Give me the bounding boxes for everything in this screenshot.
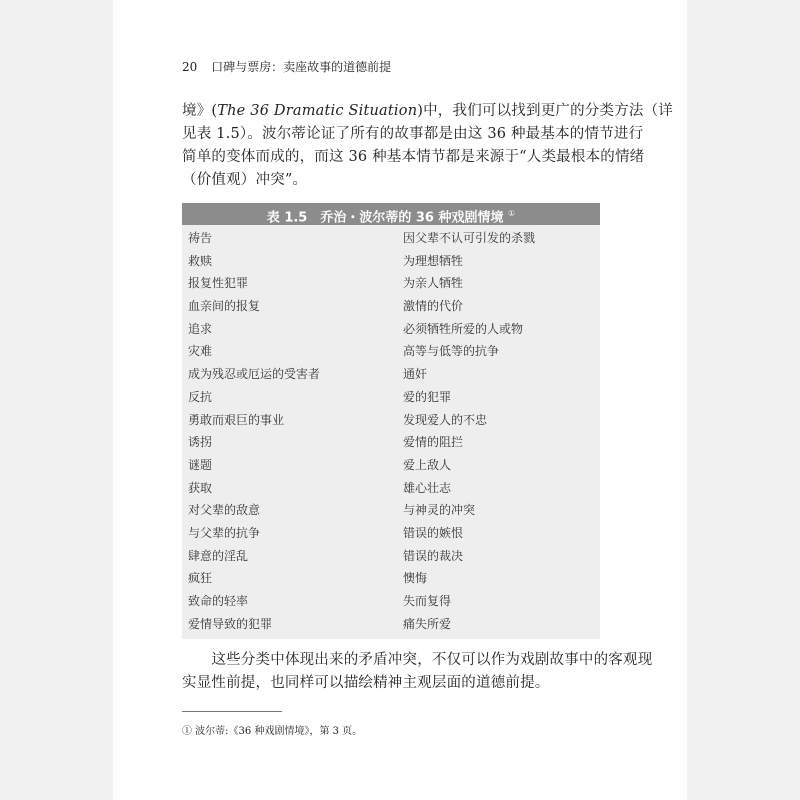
- table-row: [182, 590, 600, 613]
- table-cell: 失而复得: [403, 594, 452, 608]
- table-cell: 勇敢而艰巨的事业: [188, 412, 285, 427]
- chapter-title: 口碑与票房：卖座故事的道德前提: [211, 60, 392, 74]
- table-cell: 报复性犯罪: [188, 276, 249, 291]
- table-cell: 爱上敌人: [403, 457, 452, 472]
- table-row: [182, 340, 600, 363]
- table-cell: 错误的嫉恨: [403, 525, 464, 540]
- table-row: [182, 363, 600, 386]
- dramatic-situations-table: [182, 203, 600, 639]
- table-row: [182, 250, 600, 273]
- table-cell: 救赎: [188, 253, 213, 268]
- table-cell: 致命的轻率: [188, 594, 249, 608]
- footnote-mark: ①: [508, 209, 516, 218]
- caption-text: 表 1.5 乔治・波尔蒂的 36 种戏剧情境: [266, 210, 504, 226]
- paragraph-line: [182, 100, 673, 123]
- table-cell: 发现爱人的不忠: [403, 412, 488, 427]
- table-cell: 激情的代价: [403, 299, 464, 314]
- table-row: [182, 409, 600, 432]
- table-cell: 诱拐: [188, 435, 213, 450]
- table-body: [182, 225, 600, 639]
- table-cell: 痛失所爱: [403, 616, 452, 631]
- table-cell: 祷告: [188, 231, 213, 245]
- table-row: [182, 295, 600, 318]
- table-cell: 与父辈的抗争: [188, 525, 261, 540]
- table-cell: 为理想牺牲: [403, 253, 464, 268]
- table-cell: 灾难: [188, 344, 213, 359]
- body-paragraph-1: [182, 100, 673, 192]
- table-cell: 疯狂: [188, 571, 213, 586]
- table-row: [182, 318, 600, 341]
- table-cell: 爱的犯罪: [403, 389, 452, 404]
- text-span: )中，我们可以找到更广的分类方法（详: [417, 103, 673, 119]
- table-cell: 肆意的淫乱: [188, 548, 249, 563]
- paragraph-line: 简单的变体而成的，而这 36 种基本情节都是来源于“人类最根本的情绪: [182, 149, 645, 165]
- table-cell: 爱情导致的犯罪: [188, 616, 273, 631]
- table-cell: 血亲间的报复: [188, 299, 261, 314]
- table-cell: 获取: [188, 480, 213, 495]
- table-cell: 反抗: [188, 389, 213, 404]
- table-row: [182, 567, 600, 590]
- table-cell: 对父辈的敌意: [188, 503, 261, 518]
- table-cell: 为亲人牺牲: [403, 276, 464, 291]
- table-cell: 谜题: [188, 457, 213, 472]
- table-cell: 必须牺牲所爱的人或物: [403, 321, 524, 336]
- paragraph-line: （价值观）冲突”。: [182, 172, 308, 188]
- table-cell: 追求: [188, 321, 213, 336]
- body-paragraph-2: [182, 649, 653, 695]
- table-row: [182, 386, 600, 409]
- table-cell: 与神灵的冲突: [403, 503, 476, 518]
- table-cell: 成为残忍或厄运的受害者: [188, 367, 321, 382]
- table-row: [182, 613, 600, 636]
- table-cell: 通奸: [403, 367, 428, 382]
- table-cell: 雄心壮志: [403, 480, 452, 495]
- table-row: [182, 545, 600, 568]
- table-caption: [182, 203, 600, 225]
- table-cell: 懊悔: [403, 571, 428, 586]
- table-cell: 爱情的阻拦: [403, 435, 464, 450]
- running-head: [182, 58, 391, 75]
- text-span: 境》(: [182, 103, 218, 119]
- book-page: [113, 0, 687, 800]
- footnote-divider: [182, 711, 282, 712]
- table-row: [182, 431, 600, 454]
- table-row: [182, 477, 600, 500]
- page-number: 20: [182, 60, 198, 74]
- table-cell: 因父辈不认可引发的杀戮: [403, 231, 536, 245]
- table-row: [182, 272, 600, 295]
- paragraph-line: 实显性前提，也同样可以描绘精神主观层面的道德前提。: [182, 675, 550, 691]
- table-row: [182, 522, 600, 545]
- english-title: The 36 Dramatic Situation: [217, 103, 418, 119]
- table-cell: 高等与低等的抗争: [403, 344, 500, 359]
- table-row: [182, 499, 600, 522]
- table-cell: 错误的裁决: [403, 548, 464, 563]
- footnote: ① 波尔蒂:《36 种戏剧情境》，第 3 页。: [182, 726, 363, 737]
- table-row: [182, 227, 600, 250]
- paragraph-line: 这些分类中体现出来的矛盾冲突，不仅可以作为戏剧故事中的客观现: [182, 652, 653, 668]
- paragraph-line: 见表 1.5）。波尔蒂论证了所有的故事都是由这 36 种最基本的情节进行: [182, 126, 644, 142]
- table-row: [182, 454, 600, 477]
